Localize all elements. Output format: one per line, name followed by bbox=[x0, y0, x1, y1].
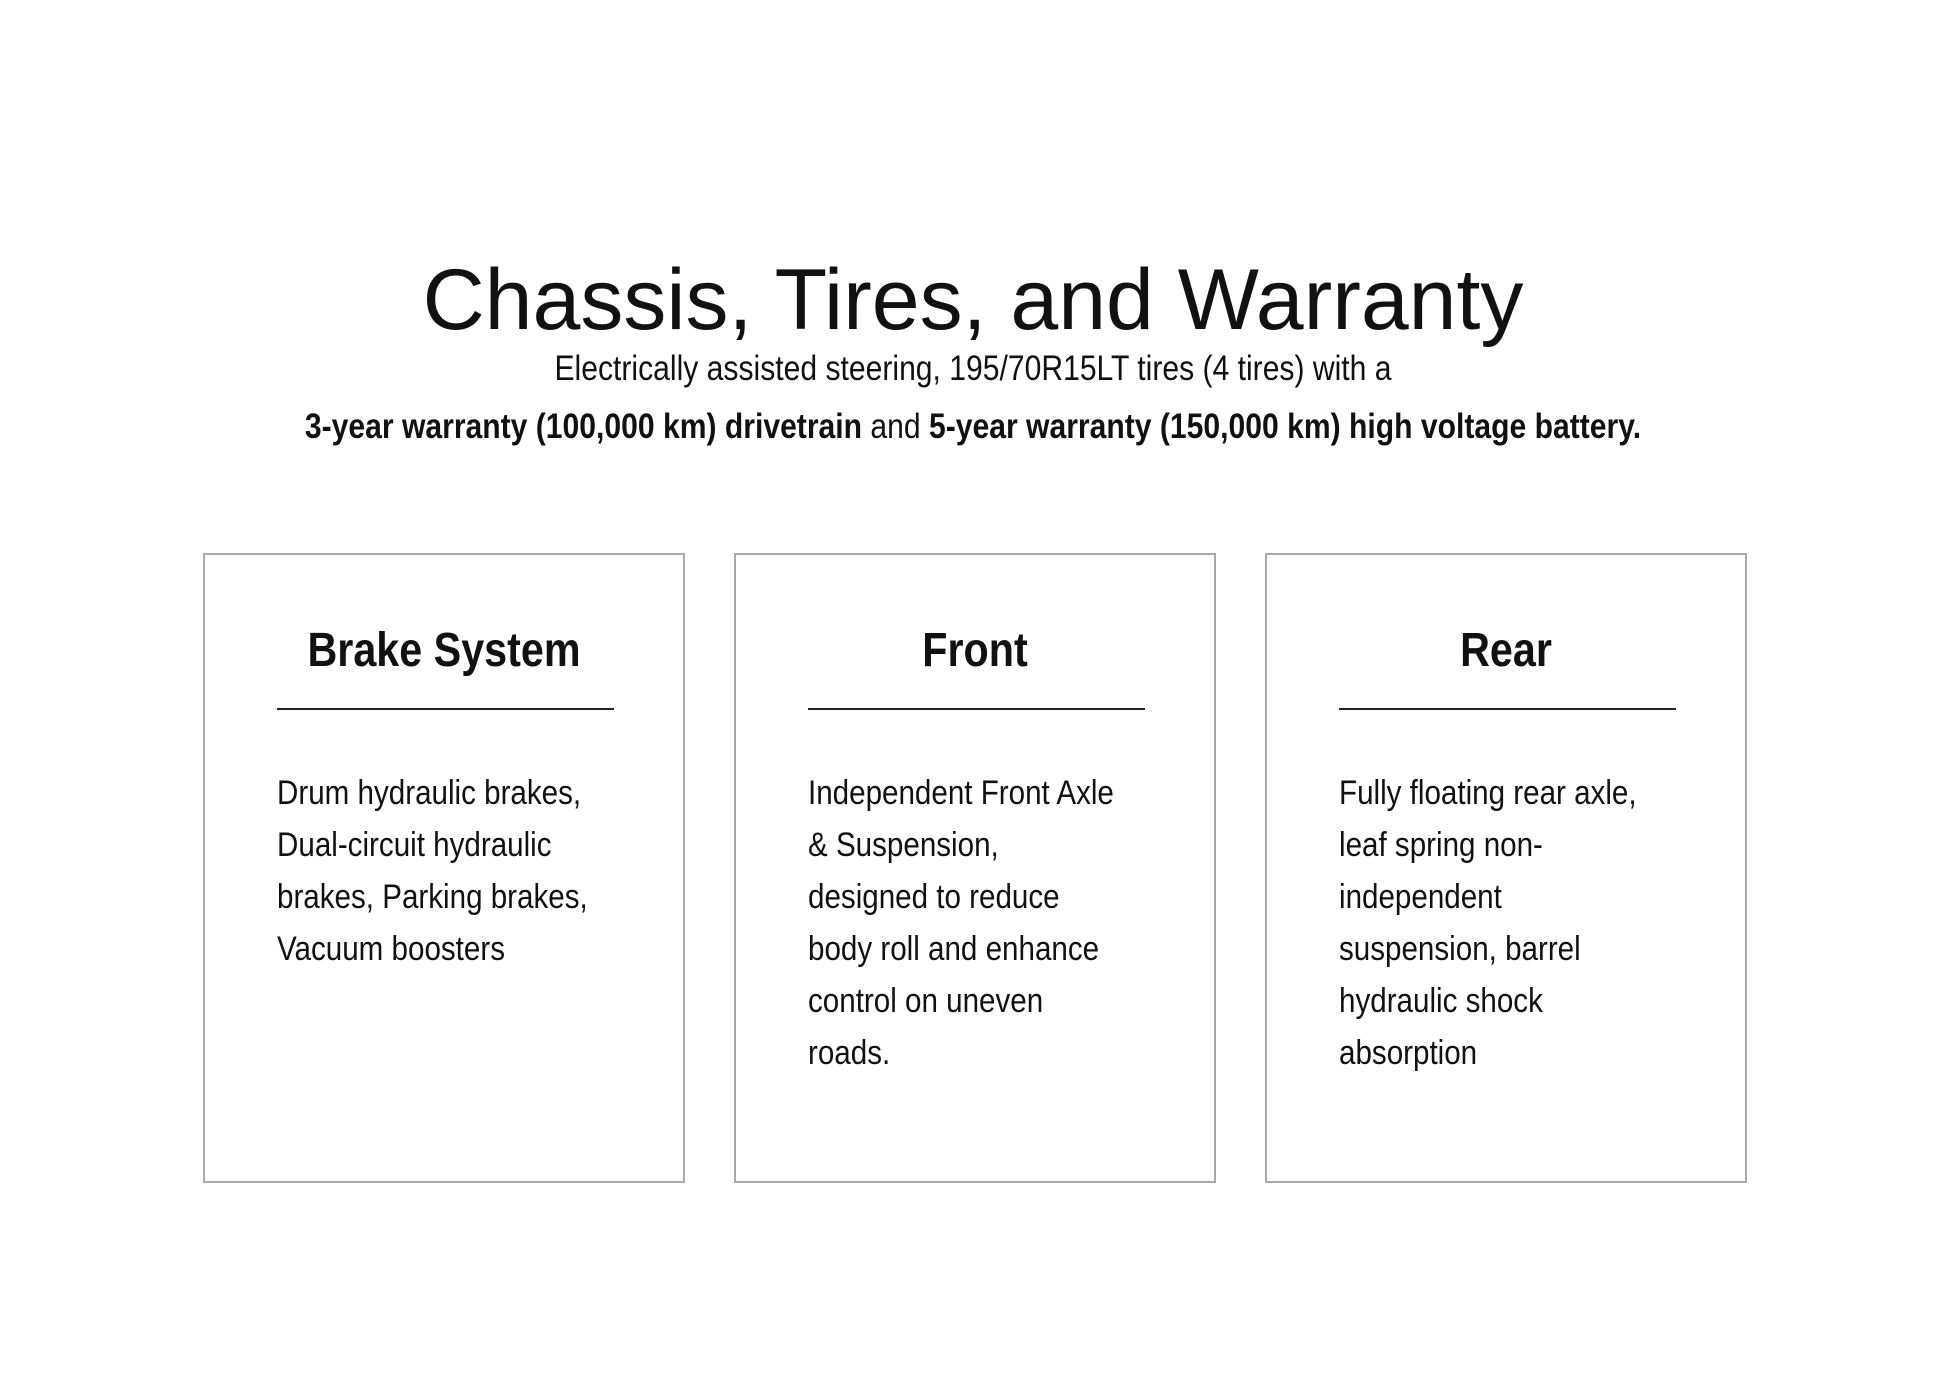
battery-warranty: 5-year warranty (150,000 km) high voltage battery. bbox=[928, 407, 1642, 446]
intro-connector: and bbox=[862, 407, 929, 446]
warranty-line bbox=[136, 398, 1810, 456]
card-description: Independent Front Axle & Suspension, designed to reduce body roll and enhance control on uneven roads. bbox=[808, 774, 1114, 1072]
card-divider bbox=[277, 708, 614, 710]
front-card bbox=[734, 553, 1216, 1183]
card-title: Rear bbox=[1460, 624, 1552, 677]
card-divider bbox=[808, 708, 1145, 710]
page-title: Chassis, Tires, and Warranty bbox=[422, 251, 1524, 348]
drivetrain-warranty: 3-year warranty (100,000 km) drivetrain bbox=[304, 407, 863, 446]
brake-system-card bbox=[203, 553, 685, 1183]
card-description: Drum hydraulic brakes, Dual-circuit hydraulic brakes, Parking brakes, Vacuum boosters bbox=[277, 774, 588, 968]
card-divider bbox=[1339, 708, 1676, 710]
intro-text bbox=[136, 340, 1810, 456]
intro-line: Electrically assisted steering, 195/70R15LT tires (4 tires) with a bbox=[554, 349, 1392, 388]
rear-card bbox=[1265, 553, 1747, 1183]
card-description: Fully floating rear axle, leaf spring non-independent suspension, barrel hydraulic shock absorption bbox=[1339, 774, 1637, 1072]
card-title: Front bbox=[922, 624, 1028, 677]
card-title: Brake System bbox=[307, 624, 581, 677]
